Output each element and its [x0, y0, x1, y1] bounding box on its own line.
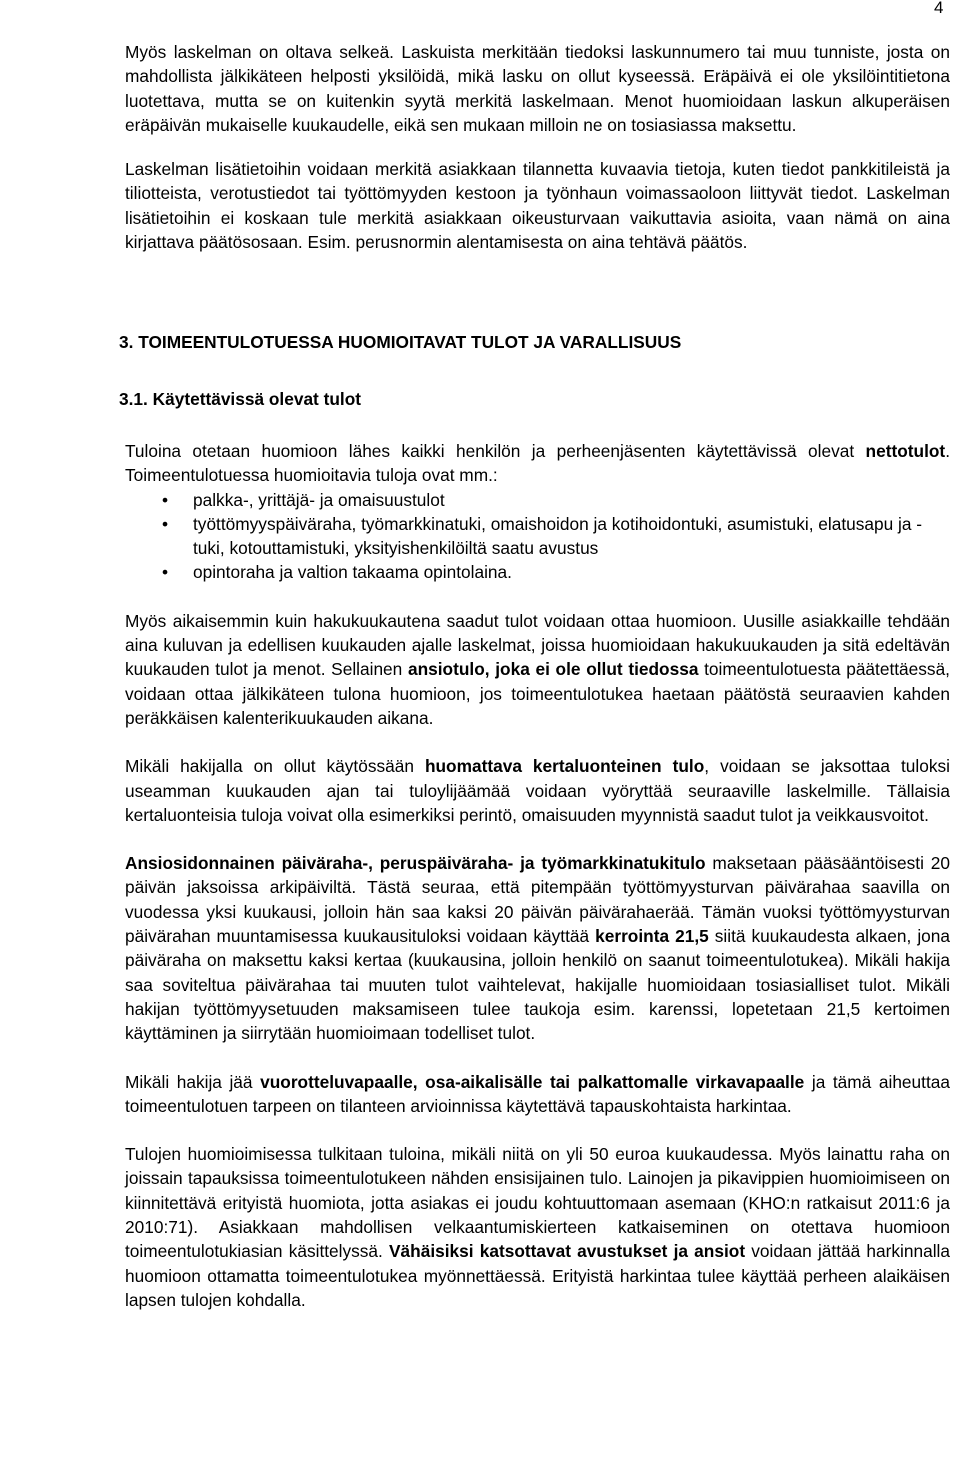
- subsection-heading: 3.1. Käytettävissä olevat tulot: [119, 388, 362, 409]
- paragraph-earlier-income: Myös aikaisemmin kuin hakukuukautena saadut tulot voidaan ottaa huomioon. Uusille asiakkaille tehdään aina kuluvan ja edellisen kuukauden ajalle laskelmat, joissa huomioidaan hakukuukauden ja sitä edeltävän kuukauden tulot ja menot. Sellainen ansiotulo, joka ei ole ollut tiedossa toimeentulotuesta päätettäessä, voidaan ottaa jälkikäteen tulona huomioon, jos toimeentulotukea haetaan päätöstä seuraavien kahden peräkkäisen kalenterikuukauden aikana.: [125, 610, 950, 728]
- bullet-icon: •: [162, 562, 169, 583]
- paragraph-leave: Mikäli hakija jää vuorotteluvapaalle, osa-aikalisälle tai palkattomalle virkavapaalle ja tämä aiheuttaa toimeentulotuen tarpeen on tilanteen arvioinnissa käytettävä tapauskohtaista harkintaa.: [125, 1071, 950, 1116]
- section-heading: 3. TOIMEENTULOTUESSA HUOMIOITAVAT TULOT JA VARALLISUUS: [119, 332, 682, 353]
- paragraph-income-intro: Tuloina otetaan huomioon lähes kaikki henkilön ja perheenjäsenten käytettävissä olevat nettotulot. Toimeentulotuessa huomioitavia tuloja ovat mm.:: [125, 440, 950, 486]
- paragraph-gifts-loans: Tulojen huomioimisessa tulkitaan tuloina, mikäli niitä on yli 50 euroa kuukaudessa. Myös lainattu raha on joissain tapauksissa toimeentulotukeen nähden ensisijainen tulo. Lainojen ja pikavippien huomioimiseen on kiinnitettävä erityistä huomiota, jotta asiakas ei joudu kohtuuttomaan asemaan (KHO:n ratkaisut 2011:6 ja 2010:71). Asiakkaan mahdollisen velkaantumiskierteen katkaiseminen on otettava huomioon toimeentulotukiasian käsittelyssä. Vähäisiksi katsottavat avustukset ja ansiot voidaan jättää harkinnalla huomioon ottamatta toimeentulotukea myönnettäessä. Erityistä harkintaa tulee käyttää perheen alaikäisen lapsen tulojen kohdalla.: [125, 1144, 950, 1310]
- paragraph-lump-sum: Mikäli hakijalla on ollut käytössään huomattava kertaluonteinen tulo, voidaan se jaksottaa tuloksi useamman kuukauden ajan tai tuloylijäämää voidaan vyöryttää seuraaville laskelmille. Tällaisia kertaluonteisia tuloja voivat olla esimerkiksi perintö, omaisuuden myynnistä saadut tulot ja veikkausvoitot.: [125, 756, 950, 825]
- list-item: • opintoraha ja valtion takaama opintolaina.: [125, 560, 950, 584]
- paragraph-additional-info: Laskelman lisätietoihin voidaan merkitä asiakkaan tilannetta kuvaavia tietoja, kuten tiedot pankkitileistä ja tiliotteista, verotustiedot tai työttömyyden kestoon ja työnhaun voimassaoloon liittyvät tiedot. Laskelman lisätietoihin ei koskaan tule merkitä asiakkaan oikeusturvaan vaikuttavia asioita, vaan nämä on aina kirjattava päätösosaan. Esim. perusnormin alentamisesta on aina tehtävä päätös.: [125, 159, 950, 253]
- list-item: • työttömyyspäiväraha, työmarkkinatuki, omaishoidon ja kotihoidontuki, asumistuki, elatusapu ja -tuki, kotouttamistuki, yksityishenkilöiltä saatu avustus: [162, 513, 923, 559]
- list-item: • palkka-, yrittäjä- ja omaisuustulot: [125, 488, 950, 512]
- bullet-icon: •: [162, 513, 169, 534]
- paragraph-allowance: Ansiosidonnainen päiväraha-, peruspäiväraha- ja työmarkkinatukitulo maksetaan pääsääntöisesti 20 päivän jaksoissa arkipäiviltä. Tästä seuraa, että pitempään työttömyysturvan päivärahaa saavilla on vuodessa yksi kuukausi, jolloin hän saa kaksi 20 päivän päivärahaerää. Tämän vuoksi työttömyysturvan päivärahan muuntamisessa kuukausituloksi voidaan käyttää kerrointa 21,5 siitä kuukaudesta alkaen, jona päiväraha on maksettu kaksi kertaa (kuukausina, jolloin henkilö on saanut toimeentulotukea). Mikäli hakija saa soviteltua päivärahaa tai muuten tulot vaihtelevat, hakijalle huomioidaan tosiasialliset tulot. Mikäli hakijan työttömyysetuuden maksamiseen tulee taukoja esim. karenssi, lopetetaan 21,5 kertoimen käyttäminen ja siirrytään huomioimaan todelliset tulot.: [125, 853, 950, 1044]
- bullet-icon: •: [162, 489, 169, 510]
- document-body: [119, 40, 950, 1312]
- income-list: [125, 488, 950, 585]
- paragraph-calculation-clarity: Myös laskelman on oltava selkeä. Laskuista merkitään tiedoksi laskunnumero tai muu tunniste, josta on mahdollista jälkikäteen helposti yksilöidä, mikä lasku on ollut kyseessä. Eräpäivä ei ole yksilöintitietona luotettava, mutta se on kuitenkin syytä merkitä laskelmaan. Menot huomioidaan laskun alkuperäisen eräpäivän mukaiselle kuukaudelle, eikä sen mukaan milloin ne on tosiasiassa maksettu.: [125, 42, 950, 135]
- page-number: 4: [934, 0, 944, 17]
